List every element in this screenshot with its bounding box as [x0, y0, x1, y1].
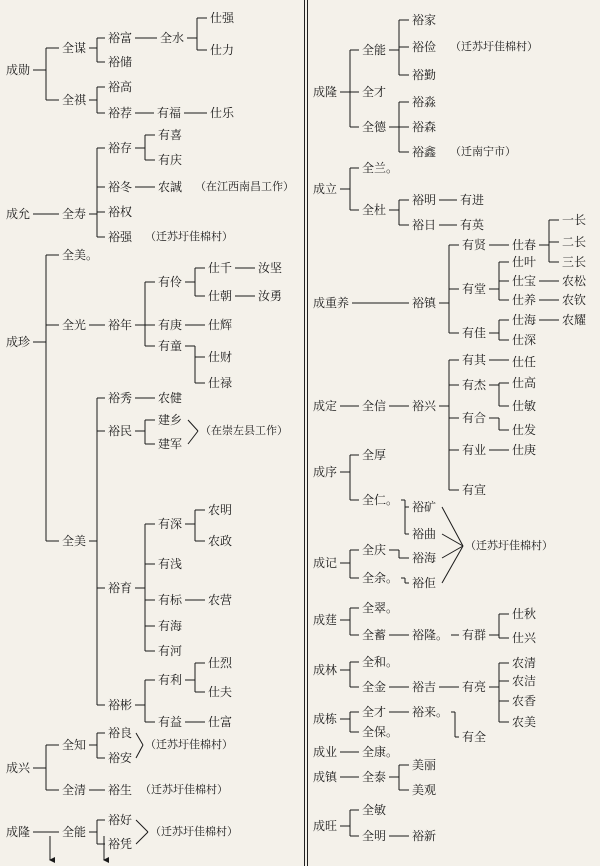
person-name: 裕家: [412, 13, 437, 27]
person-name: 全能: [362, 43, 387, 57]
person-name: 裕森: [412, 120, 437, 134]
person-name: 成序: [313, 465, 338, 479]
person-name: 裕荐: [108, 106, 133, 120]
person-name: 农政: [208, 534, 233, 548]
person-name: 裕勤: [412, 68, 437, 82]
person-name: 裕来。: [412, 705, 449, 719]
person-name: （迁苏圩佳棉村）: [150, 825, 238, 838]
person-name: 全康。: [362, 745, 399, 759]
person-name: 裕年: [108, 318, 133, 332]
person-name: 有庆: [158, 153, 183, 167]
person-name: 有合: [462, 411, 487, 425]
person-name: 农明: [208, 503, 233, 517]
person-name: 美观: [412, 783, 437, 797]
person-name: 有福: [157, 106, 182, 120]
person-name: 成兴: [6, 761, 31, 775]
person-name: 裕安: [108, 751, 133, 765]
person-name: 裕好: [108, 813, 133, 827]
person-name: 全明: [362, 829, 387, 843]
person-name: 全才: [362, 705, 387, 719]
connector: [136, 832, 148, 844]
person-name: 裕冬: [108, 180, 133, 194]
person-name: 全泰: [362, 770, 387, 784]
person-name: 农营: [208, 593, 233, 607]
person-name: 裕俭: [412, 40, 437, 54]
person-name: 农洁: [512, 674, 537, 688]
person-name: 一长: [562, 213, 587, 227]
person-name: 仕富: [208, 715, 233, 729]
person-name: 有益: [158, 715, 183, 729]
person-name: 裕佢: [412, 576, 437, 590]
person-name: 仕深: [512, 333, 537, 347]
person-name: 成立: [313, 182, 338, 196]
person-name: 建军: [158, 437, 183, 451]
person-name: 全美: [62, 534, 87, 548]
person-name: 裕育: [108, 581, 133, 595]
person-name: 全和。: [362, 655, 399, 669]
person-name: 裕富: [108, 31, 133, 45]
connector: [136, 820, 148, 832]
connector: [188, 420, 198, 431]
person-name: 裕生: [108, 783, 133, 797]
person-name: 有喜: [158, 128, 183, 142]
person-name: 裕民: [108, 424, 133, 438]
person-name: 有深: [158, 517, 183, 531]
connector: [136, 733, 143, 745]
person-name: 有利: [158, 673, 183, 687]
person-name: 全翠。: [362, 601, 399, 615]
person-name: 全祺: [62, 93, 87, 107]
person-name: 仕养: [512, 293, 537, 307]
person-name: 成隆: [6, 825, 31, 839]
connector: [188, 431, 198, 444]
connector: [136, 745, 143, 758]
person-name: 裕良: [108, 726, 133, 740]
person-name: 农耀: [562, 313, 587, 327]
person-name: 裕明: [412, 193, 437, 207]
person-name: 农钦: [562, 293, 587, 307]
person-name: 裕彬: [108, 698, 133, 712]
person-name: 农美: [512, 715, 537, 729]
person-name: 全知: [62, 738, 87, 752]
person-name: 有贤: [462, 238, 487, 252]
person-name: 裕隆。: [412, 628, 449, 642]
person-name: 二长: [562, 235, 587, 249]
person-name: 农清: [512, 656, 537, 670]
person-name: 成林: [313, 663, 338, 677]
person-name: 裕兴: [412, 399, 437, 413]
person-name: （迁苏圩佳棉村）: [140, 783, 228, 796]
person-name: 裕凭: [108, 837, 133, 851]
person-name: 裕新: [412, 829, 437, 843]
person-name: 全蓄: [362, 628, 387, 642]
person-name: 裕吉: [412, 680, 437, 694]
person-name: 裕秀: [108, 391, 133, 405]
person-name: 有海: [158, 619, 183, 633]
person-name: 成重养: [313, 296, 350, 310]
person-name: 仕叶: [512, 255, 537, 269]
person-name: （迁苏圩佳棉村）: [145, 230, 233, 243]
person-name: 裕鑫: [412, 145, 437, 159]
person-name: 仕力: [210, 43, 235, 57]
person-name: 有英: [460, 218, 485, 232]
person-name: （在江西南昌工作）: [195, 180, 294, 193]
person-name: 农松: [562, 274, 587, 288]
person-name: 有佳: [462, 326, 487, 340]
person-name: 全谋: [62, 41, 87, 55]
person-name: 全庆: [362, 543, 387, 557]
person-name: 有童: [158, 339, 183, 353]
person-name: 裕矿: [412, 500, 437, 514]
person-name: 有群: [462, 628, 487, 642]
person-name: 全余。: [362, 571, 399, 585]
person-name: 全能: [62, 825, 87, 839]
person-name: 成定: [313, 399, 338, 413]
person-name: 全敏: [362, 803, 387, 817]
person-name: 三长: [562, 255, 587, 269]
person-name: 农誠: [158, 180, 183, 194]
person-name: 仕高: [512, 376, 537, 390]
person-name: 有浅: [158, 557, 183, 571]
person-name: 全金: [362, 680, 387, 694]
person-name: 汝坚: [258, 261, 283, 275]
person-name: 仕春: [512, 238, 537, 252]
person-name: 全保。: [362, 725, 399, 739]
person-name: 裕曲: [412, 527, 437, 541]
person-name: 成珍: [6, 335, 31, 349]
person-name: 成隆: [313, 85, 338, 99]
person-name: 全美。: [62, 248, 99, 262]
person-name: 裕海: [412, 551, 437, 565]
person-name: 成记: [313, 556, 338, 570]
person-name: 全杜: [362, 203, 387, 217]
person-name: 仕发: [512, 423, 537, 437]
person-name: 成莛: [313, 613, 338, 627]
person-name: 仕庚: [512, 443, 537, 457]
person-name: 农香: [512, 694, 537, 708]
person-name: 成业: [313, 745, 338, 759]
person-name: 仕夫: [208, 685, 233, 699]
person-name: 有业: [462, 443, 487, 457]
person-name: 仕乐: [210, 106, 235, 120]
person-name: 有杰: [462, 378, 487, 392]
person-name: 全光: [62, 318, 87, 332]
person-name: 裕高: [108, 80, 133, 94]
person-name: 仕海: [512, 313, 537, 327]
person-name: 仕禄: [208, 376, 233, 390]
person-name: 全寿: [62, 207, 87, 221]
person-name: （在崇左县工作）: [200, 424, 288, 437]
person-name: 仕强: [210, 11, 235, 25]
person-name: （迁南宁市）: [450, 145, 516, 158]
person-name: 有亮: [462, 680, 487, 694]
person-name: 成旺: [313, 819, 338, 833]
person-name: 有庚: [158, 318, 183, 332]
person-name: 仕敏: [512, 399, 537, 413]
person-name: 仕财: [208, 350, 233, 364]
person-name: 全兰。: [362, 161, 399, 175]
person-name: 有堂: [462, 282, 487, 296]
person-name: 有进: [460, 193, 485, 207]
person-name: 有全: [462, 730, 487, 744]
person-name: 有河: [158, 644, 183, 658]
person-name: 成勋: [6, 63, 31, 77]
person-name: 有标: [158, 593, 183, 607]
person-name: 全水: [160, 31, 185, 45]
person-name: 成栋: [313, 712, 338, 726]
person-name: 全信: [362, 399, 387, 413]
person-name: 裕日: [412, 218, 437, 232]
person-name: 有宣: [462, 483, 487, 497]
person-name: 仕烈: [208, 656, 233, 670]
person-name: 仕秋: [512, 607, 537, 621]
person-name: 仕辉: [208, 318, 233, 332]
person-name: 有其: [462, 353, 487, 367]
person-name: 仕千: [208, 261, 233, 275]
person-name: 全才: [362, 85, 387, 99]
person-name: 成镇: [313, 770, 338, 784]
person-name: 裕镇: [412, 296, 437, 310]
person-name: 仕朝: [208, 289, 233, 303]
person-name: 建乡: [158, 413, 183, 427]
person-name: 裕强: [108, 230, 133, 244]
person-name: 全仁。: [362, 493, 399, 507]
person-name: 仕任: [512, 355, 537, 369]
person-name: 全德: [362, 120, 387, 134]
person-name: 农健: [158, 391, 183, 405]
person-name: （迁苏圩佳棉村）: [450, 40, 538, 53]
person-name: 全厚: [362, 448, 387, 462]
person-name: 裕储: [108, 55, 133, 69]
person-name: 成允: [6, 207, 31, 221]
person-name: 汝勇: [258, 289, 283, 303]
person-name: 裕淼: [412, 95, 437, 109]
person-name: （迁苏圩佳棉村）: [145, 738, 233, 751]
person-name: 仕宝: [512, 274, 537, 288]
person-name: 有伶: [158, 275, 183, 289]
person-name: （迁苏圩佳棉村）: [465, 539, 553, 552]
person-name: 仕兴: [512, 631, 537, 645]
person-name: 全清: [62, 783, 87, 797]
person-name: 裕存: [108, 141, 133, 155]
person-name: 裕权: [108, 205, 133, 219]
person-name: 美丽: [412, 758, 437, 772]
